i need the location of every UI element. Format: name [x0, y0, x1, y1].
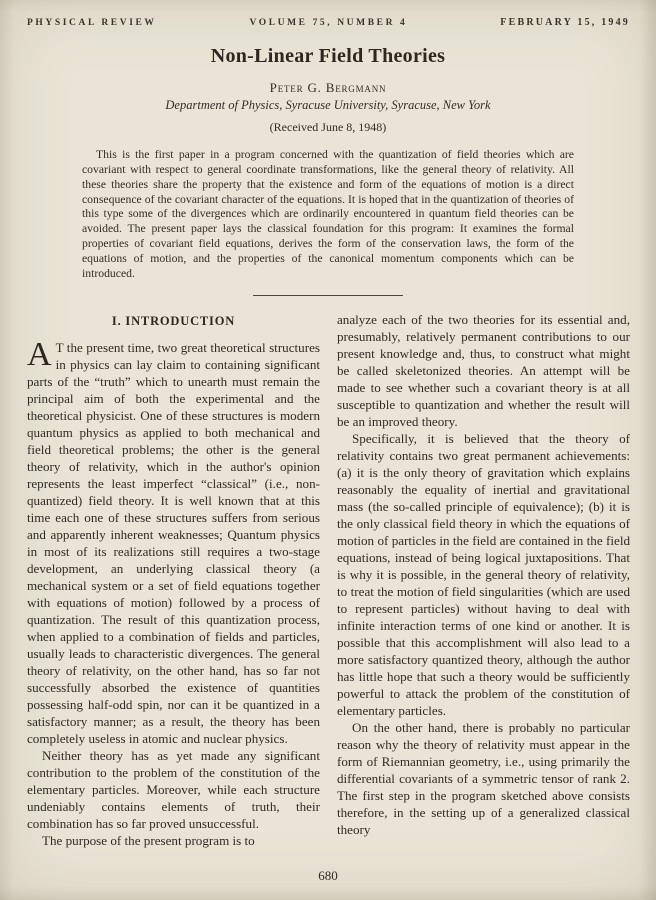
section-heading: I. INTRODUCTION — [111, 313, 236, 328]
paragraph: Specifically, it is believed that the theory of relativity contains two great permanent achievements: (a) it is the only theory of gravitation which explains reasonably the equality of inertial and gravitational mass (the so-called principle of equivalence); (b) it is the only classical field theory in which the equations of motion of particles in the field are contained in the field equations, instead of being logical juxtapositions. That is why it is possible, in the general theory of relativity, to treat the motion of field singularities (which are used to represent particles) without having to deal with infinite interaction terms of one kind or another. It is possible that this accomplishment will also lead to a more satisfactory quantized theory, although the author has little hope that such a theory would be sufficiently powerful to attack the problem of the constitution of elementary particles. — [337, 430, 630, 718]
dropcap-letter: A — [27, 335, 52, 373]
journal-name: PHYSICAL REVIEW — [27, 18, 157, 28]
paragraph: The purpose of the present program is to — [42, 832, 255, 848]
body-columns — [0, 296, 656, 849]
paragraph: On the other hand, there is probably no particular reason why the theory of relativity must appear in the form of Riemannian geometry, i.e., using primarily the differential covariants of a symmetric tensor of rank 2. The first step in the program sketched above consists therefore, in the setting up of a generalized classical theory — [337, 719, 630, 837]
author-affiliation: Department of Physics, Syracuse University, Syracuse, New York — [165, 98, 491, 112]
received-date: (Received June 8, 1948) — [269, 120, 387, 134]
left-column — [27, 311, 320, 849]
paragraph — [27, 335, 320, 747]
abstract: This is the first paper in a program concerned with the quantization of field theories which are covariant with respect to general coordinate transformations, like the general theory of relativity. All these theories share the property that the existence and form of the equations of motion is a direct consequence of the covariant character of the equations. It is hoped that in the quantization of theories of this type some of the divergences which are ordinarily encountered in quantum field theories can be avoided. The present paper lays the classical foundation for this program: It examines the formal properties of covariant field equations, derives the form of the conservation laws, the form of the equations of motion, and the properties of the canonical momentum components which can be introduced. — [82, 148, 574, 280]
issue-date: FEBRUARY 15, 1949 — [500, 17, 630, 28]
masthead — [0, 0, 656, 28]
right-column — [337, 311, 630, 849]
page-number: 680 — [318, 868, 338, 883]
paragraph-text: T the present time, two great theoretical structures in physics can lay claim to containing significant parts of the “truth” which to unearth must remain the principal aim of both the experimental and the theoretical physicist. One of these structures is modern quantum physics as applied to both mechanical and field theoretical problems; the other is the general theory of relativity, which in the author's opinion represents the least imperfect “classical” (i.e., non-quantized) field theory. It is well known that at this time each one of these structures suffers from serious and apparently inherent weaknesses; Quantum physics in most of its realizations still requires a two-stage development, an underlying classical theory (a mechanical system or a set of field equations together with equations of motion) followed by a process of quantization. The result of this quantization process, when applied to a combination of fields and particles, usually leads to characteristic divergences. The general theory of relativity, on the other hand, has so far not successfully absorbed the existence of quantities possessing half-odd spin, nor can it be quantized in a satisfactory manner; as a result, the theory has been completely useless in atomic and nuclear physics. — [27, 339, 320, 746]
paragraph: analyze each of the two theories for its essential and, presumably, relatively permanent contributions to our present knowledge and, thus, to construct what might be called skeletonized theories. An attempt will be made to see whether such a covariant theory is at all susceptible to quantization and whether the result will be an improved theory. — [337, 311, 630, 429]
volume-number: VOLUME 75, NUMBER 4 — [249, 18, 408, 28]
paragraph: Neither theory has as yet made any significant contribution to the problem of the constitution of the elementary particles. Moreover, while each structure undeniably contains elements of truth, their combination has so far proved unsuccessful. — [27, 747, 320, 831]
author-name: Peter G. Bergmann — [269, 80, 387, 95]
article-title: Non-Linear Field Theories — [210, 45, 446, 67]
